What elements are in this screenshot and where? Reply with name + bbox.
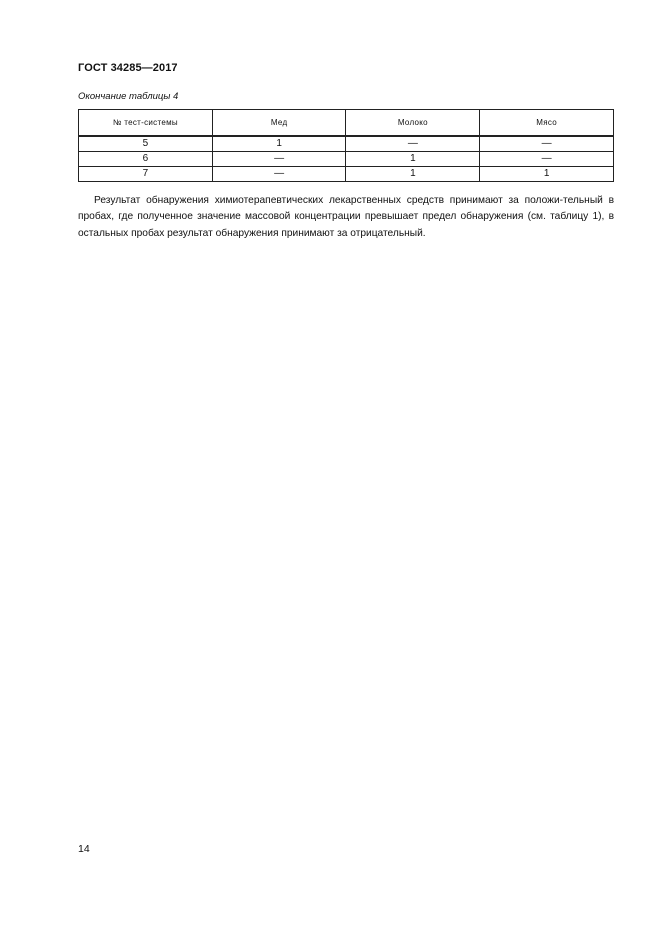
table-cell: 1 <box>346 152 480 167</box>
document-standard-header: ГОСТ 34285—2017 <box>78 62 178 74</box>
column-header-test-system: № тест-системы <box>79 110 213 137</box>
table-cell: 6 <box>79 152 213 167</box>
table-cell: — <box>346 136 480 152</box>
table-cell: — <box>212 152 346 167</box>
table-caption: Окончание таблицы 4 <box>78 91 179 102</box>
table-row <box>79 152 614 167</box>
table-cell: 1 <box>212 136 346 152</box>
table-cell: 1 <box>346 167 480 182</box>
column-header-meat: Мясо <box>480 110 614 137</box>
table-cell: 7 <box>79 167 213 182</box>
table-header-row <box>79 110 614 137</box>
page-number: 14 <box>78 843 90 855</box>
table-row <box>79 136 614 152</box>
table-cell: 5 <box>79 136 213 152</box>
data-table <box>78 109 614 182</box>
column-header-honey: Мед <box>212 110 346 137</box>
table-cell: — <box>212 167 346 182</box>
column-header-milk: Молоко <box>346 110 480 137</box>
table-cell: 1 <box>480 167 614 182</box>
body-paragraph: Результат обнаружения химиотерапевтических лекарственных средств принимают за положи-тельный в пробах, где полученное значение массовой концентрации превышает предел обнаружения (см. таблицу 1), в остальных пробах результат обнаружения принимают за отрицательный. <box>78 195 614 239</box>
table-row <box>79 167 614 182</box>
table-cell: — <box>480 136 614 152</box>
table-cell: — <box>480 152 614 167</box>
